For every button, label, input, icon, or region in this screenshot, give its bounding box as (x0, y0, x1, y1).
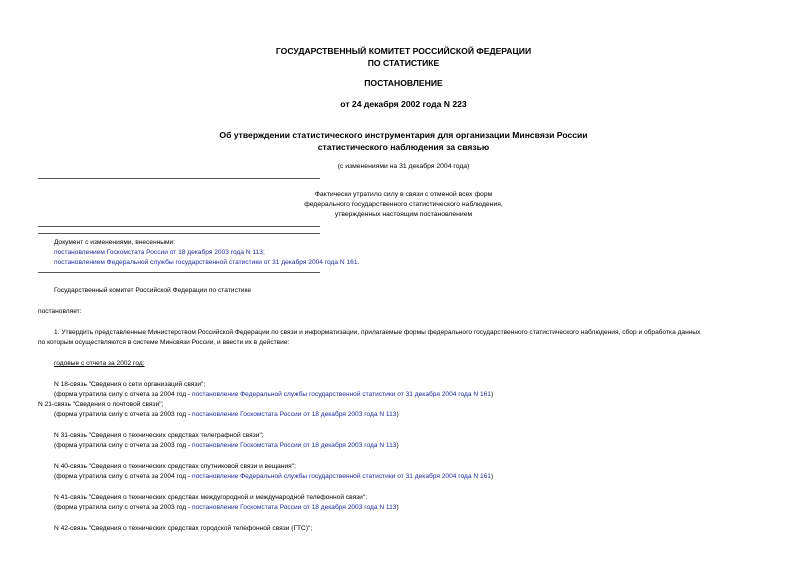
form-status-note: (форма утратила силу с отчета за 2003 год - постановление Госкомстата России от 18 декабря 2003 года N 113) (54, 442, 399, 449)
doc-title-line2: статистического наблюдения за связью (317, 142, 490, 152)
org-name-line2: ПО СТАТИСТИКЕ (367, 58, 440, 68)
form-status-note: (форма утратила силу с отчета за 2004 год - постановление Федеральной службы государственной статистики от 31 декабря 2004 года N 161) (54, 473, 494, 480)
form-name: N 31-связь "Сведения о технических средствах телеграфной связи"; (54, 432, 264, 439)
form-status-link[interactable]: постановление Федеральной службы государственной статистики от 31 декабря 2004 года N 161 (192, 473, 491, 480)
form-name: N 18-связь "Сведения о сети организаций связи"; (54, 381, 206, 388)
divider (38, 226, 320, 227)
form-status-link[interactable]: постановление Госкомстата России от 18 декабря 2003 года N 113 (192, 504, 397, 511)
form-status-note: (форма утратила силу с отчета за 2003 год - постановление Госкомстата России от 18 декабря 2003 года N 113) (54, 504, 399, 511)
form-status-link[interactable]: постановление Госкомстата России от 18 декабря 2003 года N 113 (192, 411, 397, 418)
divider (38, 272, 320, 273)
form-status-note: (форма утратила силу с отчета за 2003 год - постановление Госкомстата России от 18 декабря 2003 года N 113) (54, 411, 399, 418)
divider (38, 178, 320, 179)
item1-line2: по которым осуществляются в системе Минсвязи России, и ввести их в действие: (38, 339, 290, 346)
status-note-line1: Фактически утратило силу в связи с отменой всех форм (314, 191, 493, 198)
org-name-line1: ГОСУДАРСТВЕННЫЙ КОМИТЕТ РОССИЙСКОЙ ФЕДЕРАЦИИ (275, 46, 532, 56)
form-name: N 42-связь "Сведения о технических средствах городской телефонной связи (ГТС)"; (54, 525, 313, 532)
doc-type: ПОСТАНОВЛЕНИЕ (364, 78, 443, 88)
status-note-line3: утвержденных настоящим постановлением (334, 211, 473, 218)
amendment-link-161[interactable]: постановлением Федеральной службы государственной статистики от 31 декабря 2004 года N 161. (54, 259, 360, 266)
doc-title-line1: Об утверждении статистического инструментария для организации Минсвязи России (219, 130, 588, 140)
doc-date: от 24 декабря 2002 года N 223 (340, 99, 467, 109)
form-name: N 40-связь "Сведения о технических средствах спутниковой связи и вещания"; (54, 463, 296, 470)
resolves-text: постановляет: (38, 308, 82, 315)
divider (38, 233, 320, 234)
annual-heading: годовые с отчета за 2002 год: (54, 360, 145, 367)
form-name: N 41-связь "Сведения о технических средствах междугородной и международной телефонной связи"; (54, 494, 368, 501)
status-note-line2: федерального государственного статистического наблюдения, (304, 201, 503, 208)
form-status-link[interactable]: постановление Федеральной службы государственной статистики от 31 декабря 2004 года N 161 (192, 391, 491, 398)
item1-line1: 1. Утвердить представленные Министерством Российской Федерации по связи и информатизации, прилагаемые формы федерального государственного статистического наблюдения, сбор и обработка данных (54, 329, 701, 336)
revision-note: (с изменениями на 31 декабря 2004 года) (337, 163, 470, 170)
form-status-link[interactable]: постановление Госкомстата России от 18 декабря 2003 года N 113 (192, 442, 397, 449)
form-status-note: (форма утратила силу с отчета за 2004 год - постановление Федеральной службы государственной статистики от 31 декабря 2004 года N 161) (54, 391, 494, 398)
amendment-link-113[interactable]: постановлением Госкомстата России от 18 декабря 2003 года N 113; (54, 249, 265, 256)
amendments-intro: Документ с изменениями, внесенными: (54, 239, 176, 246)
form-name: N 21-связь "Сведения о почтовой связи"; (38, 401, 164, 408)
issuer-text: Государственный комитет Российской Федерации по статистике (54, 287, 252, 294)
